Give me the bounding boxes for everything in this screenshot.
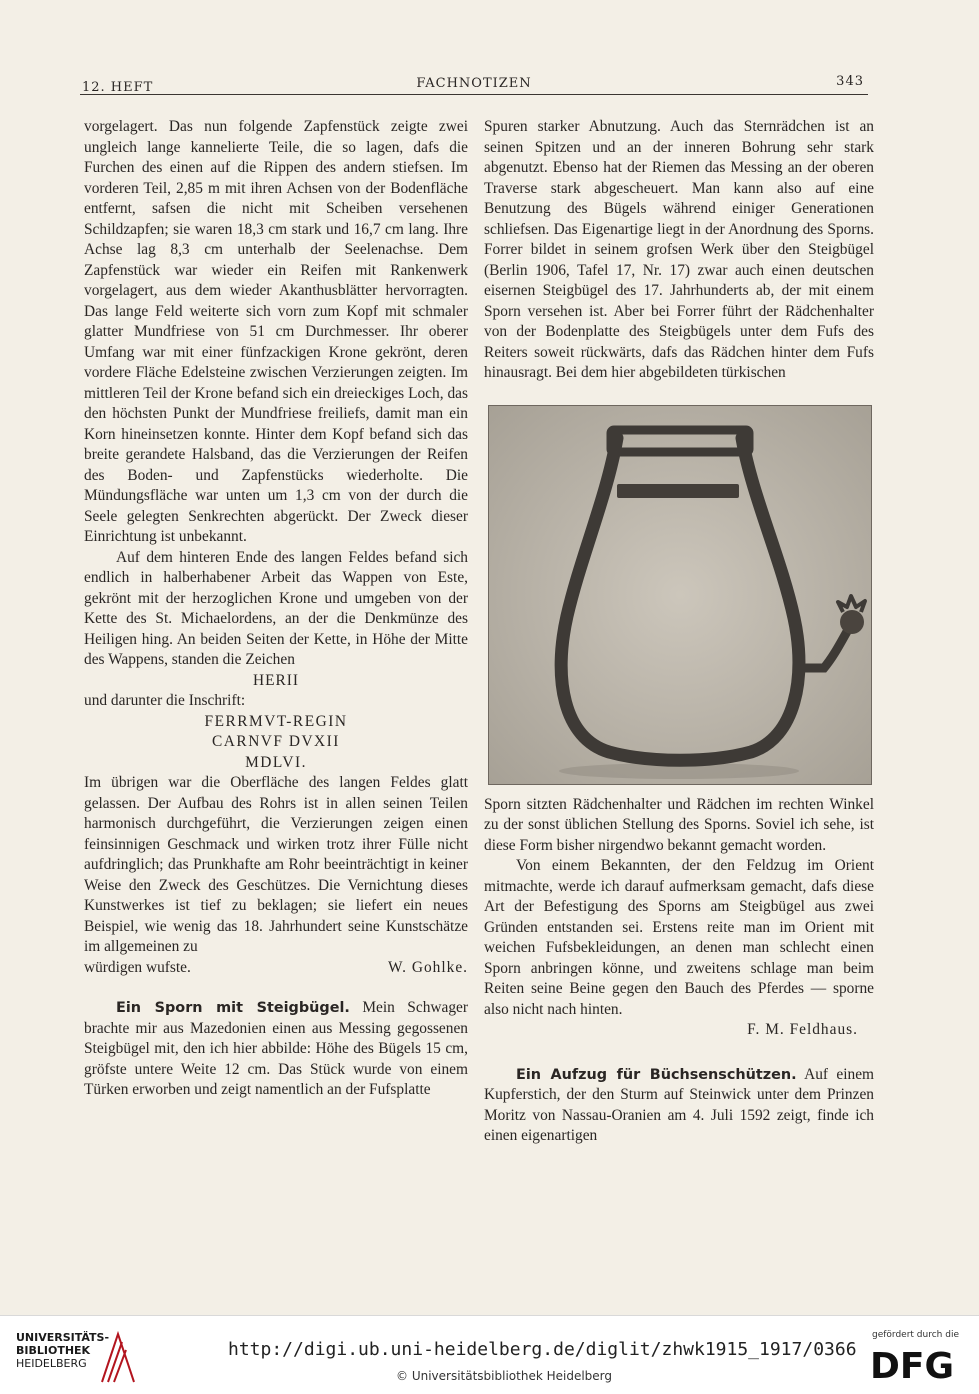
inscription-intro: und darunter die Inschrift: [84, 692, 246, 709]
copyright-notice: © Universitätsbibliothek Heidelberg [396, 1369, 613, 1383]
inscription-line-2: CARNVF DVXII [212, 733, 340, 750]
article-aufzug [484, 1065, 874, 1147]
right-paragraph-1: Spuren starker Abnutzung. Auch das Sternrädchen ist an seinen Spitzen und an der inneren Bohrung sehr stark abgenutzt. Ebenso hat der Riemen das Messing an der oberen Traverse stark abgescheuert. Man kann also auf eine Benutzung des Bügels während einiger Generationen schliefsen. Das Eigenartige liegt in der Anordnung des Sporns. Forrer bildet in seinem grofsen Werk über den Steigbügel (Berlin 1906, Tafel 17, Nr. 17) zwar auch einen deutschen eisernen Steigbügel des 17. Jahrhunderts ab, der mit einem Sporn versehen ist. Aber bei Forrer führt der Rädchenhalter von der Bodenplatte des Steigbügels unter dem Fufs des Reiters soweit rückwärts, dafs das Rädchen hinter dem Fufs hinausragt. Bei dem hier abgebildeten türkischen [484, 118, 874, 381]
right-column [484, 117, 874, 1147]
article-aufzug-title: Ein Aufzug für Büchsenschützen. [516, 1066, 797, 1083]
stirrup-photo [488, 405, 872, 785]
library-logo-icon [98, 1328, 138, 1384]
article-sporn-title: Ein Sporn mit Steigbügel. [116, 1000, 350, 1016]
logo-line-3: HEIDELBERG [16, 1357, 87, 1370]
library-logo-text [16, 1331, 109, 1370]
left-paragraph-1: vorgelagert. Das nun folgende Zapfenstück zeigte zwei ungleich lange kannelierte Teile, die so lagen, dafs die Furchen des einen auf die Rippen des andern stiefsen. Im vorderen Teil, 2,85 m mit ihren Achsen von der Bodenfläche entfernt, safsen die nicht mit Scheiben versehenen Schildzapfen; sie waren 18,3 cm stark und 16,7 cm lang. Ihre Achse lag 8,3 cm unterhalb der Seelenachse. Dem Zapfenstück war wieder ein Reifen mit Rankenwerk vorgelagert, aus dem wieder Akanthusblätter hervorragten. Das lange Feld weiterte sich vorn zum Kopf mit schmaler glatter Mundfriese von 51 cm Durchmesser. Ihr oberer Umfang war mit einer fünfzackigen Krone gekrönt, deren vordere Fläche Edelsteine zwischen Verzierungen zeigten. Im mittleren Teil der Krone befand sich ein dreieckiges Loch, das den höchsten Punkt der Mundfriese freiliefs, damit man ein Korn hineinsetzen konnte. Hinter dem Kopf befand sich das breite gerandete Halsband, das die Verzierungen der Reifen des Boden- und Zapfenstücks wiederholte. Die Mündungsfläche war unten um 1,3 cm von der durch die Seele gelegten Senkrechten abgerückt. Der Zweck dieser Einrichtung ist unbekannt. [84, 118, 468, 545]
logo-line-2: BIBLIOTHEK [16, 1344, 91, 1357]
author-signature-gohlke: W. Gohlke. [388, 958, 468, 976]
closing-text: würdigen wufste. [84, 958, 191, 976]
running-header [80, 66, 868, 95]
dfg-logo-text: DFG [870, 1346, 955, 1382]
funder-label: gefördert durch die [872, 1330, 959, 1340]
author-signature-feldhaus: F. M. Feldhaus. [747, 1021, 858, 1038]
left-paragraph-2: Auf dem hinteren Ende des langen Feldes befand sich endlich in halberhabener Arbeit das Wappen von Este, gekrönt mit der herzoglichen Krone und umgeben von der Kette des St. Michaelordens, an der die Denkmünze des Heiligen hing. An beiden Seiten der Kette, in Höhe der Mitte des Wappens, standen die Zeichen [84, 548, 468, 668]
page-number: 343 [836, 74, 864, 89]
section-title: FACHNOTIZEN [416, 76, 532, 91]
logo-line-1: UNIVERSITÄTS- [16, 1331, 110, 1344]
right-paragraph-3: Von einem Bekannten, der den Feldzug im Orient mitmachte, werde ich darauf aufmerksam gemacht, dafs diese Art der Befestigung des Sporns am Steigbügel aus zwei Gründen entstanden sei. Erstens reite man im Orient mit weichen Fufsbekleidungen, an denen man schlecht einen Sporn anbringen könne, und zweitens schlage man beim Reiten seine Beine gegen den Bauch des Pferdes — sporne also nicht nach hinten. [484, 857, 874, 1018]
article-sporn-text: Mein Schwager brachte mir aus Mazedonien einen aus Messing gegossenen Steigbügel mit, den ich hier abbilde: Höhe des Bügels 15 cm, gröfste untere Weite 12 cm. Das Stück wurde von einem Türken erworben und zeigt namentlich an der Fufsplatte [84, 999, 468, 1098]
left-paragraph-3: Im übrigen war die Oberfläche des langen Feldes glatt gelassen. Der Aufbau des Rohrs ist in allen seinen Teilen harmonisch durchgeführt, die Verzierungen zeigen einen feinsinnigen Geschmack und wirken trotz ihrer Fülle nicht aufdringlich; das Prunkhafte am Rohr beeinträchtigt in keiner Weise den Zweck des Geschützes. Die Vernichtung dieses Kunstwerkes ist tief zu beklagen; sie liefert ein neues Beispiel, wie wenig das 18. Jahrhundert seine Kunstschätze im allgemeinen zu [84, 774, 468, 955]
permalink-url[interactable]: http://digi.ub.uni-heidelberg.de/diglit/zhwk1915_1917/0366 [228, 1339, 857, 1360]
issue-label: 12. HEFT [82, 80, 154, 95]
dfg-logo [870, 1346, 964, 1382]
coat-of-arms-sign: HERII [252, 671, 300, 689]
article-aufzug-text: Auf einem Kupferstich, der den Sturm auf Steinwick unter dem Prinzen Moritz von Nassau-Oranien am 4. Juli 1592 zeigt, finde ich einen eigenartigen [484, 1065, 875, 1144]
article-sporn [84, 998, 468, 1101]
stirrup-with-spur-illustration [489, 406, 871, 784]
library-footer [0, 1315, 979, 1394]
closing-line [84, 958, 468, 979]
inscription-line-3: MDLVI. [245, 753, 307, 771]
left-column [84, 117, 468, 1101]
right-paragraph-2: Sporn sitzten Rädchenhalter und Rädchen im rechten Winkel zu der sonst üblichen Stellung des Sporns. Soviel ich sehe, ist diese Form bisher nirgendwo bekannt gemacht worden. [484, 795, 874, 854]
inscription-line-1: FERRMVT-REGIN [204, 712, 348, 730]
